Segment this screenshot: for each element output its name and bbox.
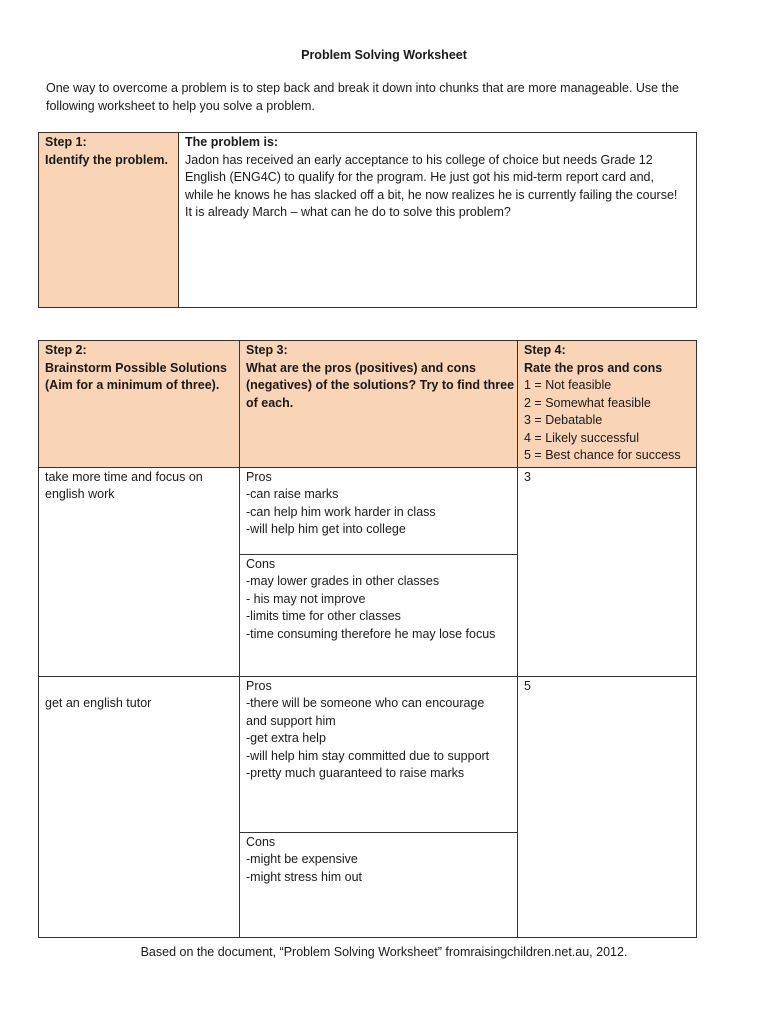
step3-label: Step 3: <box>246 343 288 357</box>
problem-heading: The problem is: <box>185 135 279 149</box>
pro-item: -there will be someone who can encourage <box>246 696 485 710</box>
rating-scale-item: 5 = Best chance for success <box>524 448 681 462</box>
pro-item: -will help him get into college <box>246 522 406 536</box>
step4-title: Rate the pros and cons <box>524 360 663 375</box>
cons-cell <box>240 554 518 676</box>
solution-text: take more time and focus on <box>45 469 203 484</box>
cons-label: Cons <box>246 834 276 849</box>
source-footer: Based on the document, “Problem Solving Worksheet” fromraisingchildren.net.au, 2012. <box>140 945 628 959</box>
rating-scale-item: 2 = Somewhat feasible <box>524 395 651 410</box>
con-item: -limits time for other classes <box>246 609 401 623</box>
step3-title: (negatives) of the solutions? Try to find three <box>246 378 515 392</box>
step1-table <box>38 132 697 308</box>
step3-header <box>240 341 518 468</box>
pros-cell <box>240 467 518 554</box>
step1-name: Identify the problem. <box>45 152 168 167</box>
rating-cell <box>518 676 697 937</box>
problem-line: while he knows he has slacked off a bit, he now realizes he is currently failing the course! <box>185 187 678 202</box>
cons-cell <box>240 832 518 937</box>
problem-cell <box>179 133 697 308</box>
problem-line: Jadon has received an early acceptance to his college of choice but needs Grade 12 <box>185 152 653 167</box>
pro-item: -can raise marks <box>246 487 339 501</box>
rating-scale-item: 4 = Likely successful <box>524 430 639 445</box>
problem-line: It is already March – what can he do to solve this problem? <box>185 205 511 219</box>
step4-label: Step 4: <box>524 343 566 357</box>
rating-value: 3 <box>524 469 531 484</box>
con-item: -time consuming therefore he may lose focus <box>246 626 496 641</box>
con-item: -might be expensive <box>246 852 358 866</box>
solution-text: english work <box>45 487 115 501</box>
step2-header <box>39 341 240 468</box>
con-item: -may lower grades in other classes <box>246 574 440 588</box>
step3-title: of each. <box>246 395 294 410</box>
page-title: Problem Solving Worksheet <box>301 48 467 62</box>
con-item: - his may not improve <box>246 591 366 606</box>
pro-item: -can help him work harder in class <box>246 504 436 519</box>
solution-text: get an english tutor <box>45 695 152 710</box>
solution-cell <box>39 467 240 676</box>
con-item: -might stress him out <box>246 869 363 884</box>
pros-label: Pros <box>246 469 272 484</box>
rating-scale-item: 3 = Debatable <box>524 413 603 427</box>
problem-line: English (ENG4C) to qualify for the program. He just got his mid-term report card and, <box>185 170 654 184</box>
intro-text: One way to overcome a problem is to step back and break it down into chunks that are more manageable. Use the following worksheet to help you solve a problem. <box>46 81 679 113</box>
step1-label: Step 1: <box>45 135 87 149</box>
step2-label: Step 2: <box>45 343 87 357</box>
rating-value: 5 <box>524 678 531 693</box>
step1-label-cell <box>39 133 179 308</box>
step3-title: What are the pros (positives) and cons <box>246 360 476 375</box>
pro-item: -pretty much guaranteed to raise marks <box>246 766 465 780</box>
pros-label: Pros <box>246 678 272 693</box>
solution-cell <box>39 676 240 937</box>
cons-label: Cons <box>246 556 276 571</box>
pro-item: -will help him stay committed due to support <box>246 748 490 763</box>
step2-note: (Aim for a minimum of three). <box>45 378 220 392</box>
rating-cell <box>518 467 697 676</box>
pros-cell <box>240 676 518 832</box>
step4-header <box>518 341 697 468</box>
rating-scale-item: 1 = Not feasible <box>524 378 612 392</box>
pro-item: -get extra help <box>246 731 326 745</box>
solutions-table <box>38 340 697 938</box>
pro-item: and support him <box>246 713 336 728</box>
step2-title: Brainstorm Possible Solutions <box>45 360 227 375</box>
